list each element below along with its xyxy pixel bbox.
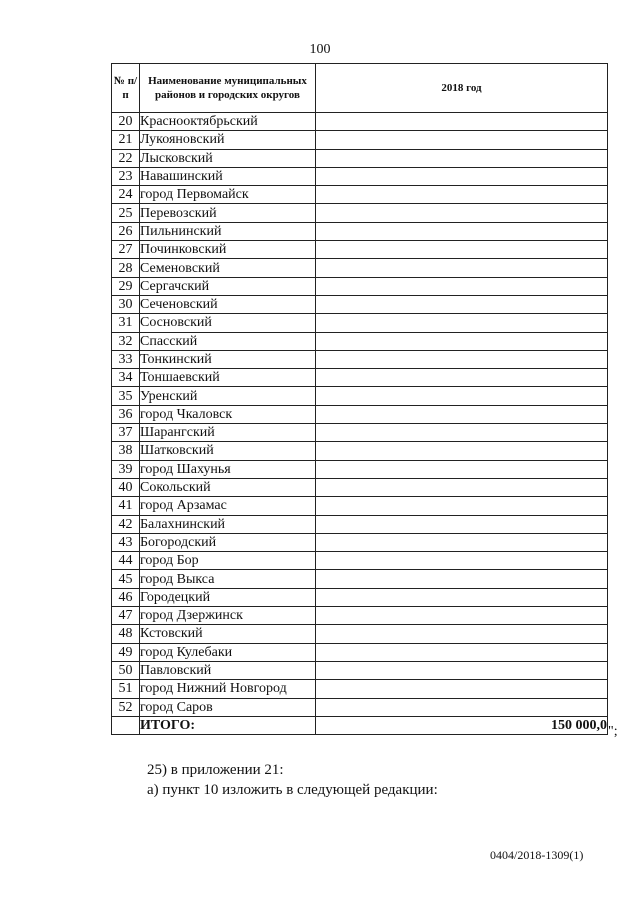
row-number: 31 — [112, 314, 140, 332]
row-number: 28 — [112, 259, 140, 277]
year-value — [316, 552, 608, 570]
table-row — [112, 680, 608, 698]
row-number: 26 — [112, 222, 140, 240]
row-number: 43 — [112, 533, 140, 551]
year-value — [316, 643, 608, 661]
municipality-name: город Бор — [140, 552, 316, 570]
table-row — [112, 607, 608, 625]
municipality-name: Балахнинский — [140, 515, 316, 533]
year-value — [316, 369, 608, 387]
year-value — [316, 442, 608, 460]
row-number: 49 — [112, 643, 140, 661]
row-number: 29 — [112, 277, 140, 295]
paragraph-item: а) пункт 10 изложить в следующей редакции: — [147, 782, 438, 798]
year-value — [316, 167, 608, 185]
year-value — [316, 625, 608, 643]
header-year: 2018 год — [316, 64, 608, 113]
table-row — [112, 314, 608, 332]
table-row — [112, 698, 608, 716]
appendix-table — [111, 63, 608, 735]
year-value — [316, 149, 608, 167]
year-value — [316, 405, 608, 423]
municipality-name: город Арзамас — [140, 497, 316, 515]
year-value — [316, 277, 608, 295]
table-row — [112, 149, 608, 167]
year-value — [316, 570, 608, 588]
total-num-cell — [112, 716, 140, 734]
municipality-name: Сеченовский — [140, 295, 316, 313]
row-number: 44 — [112, 552, 140, 570]
municipality-name: город Шахунья — [140, 460, 316, 478]
row-number: 39 — [112, 460, 140, 478]
row-number: 27 — [112, 241, 140, 259]
table-row — [112, 332, 608, 350]
municipality-name: Лукояновский — [140, 131, 316, 149]
table-row — [112, 497, 608, 515]
municipality-name: Краснооктябрьский — [140, 113, 316, 131]
table-row — [112, 186, 608, 204]
municipality-name: город Дзержинск — [140, 607, 316, 625]
table-row — [112, 424, 608, 442]
year-value — [316, 515, 608, 533]
total-row — [112, 716, 608, 734]
row-number: 32 — [112, 332, 140, 350]
table-row — [112, 277, 608, 295]
year-value — [316, 350, 608, 368]
table-body — [112, 113, 608, 735]
row-number: 42 — [112, 515, 140, 533]
row-number: 34 — [112, 369, 140, 387]
table-row — [112, 442, 608, 460]
municipality-name: Перевозский — [140, 204, 316, 222]
row-number: 46 — [112, 588, 140, 606]
year-value — [316, 295, 608, 313]
municipality-name: Пильнинский — [140, 222, 316, 240]
year-value — [316, 607, 608, 625]
paragraph-appendix: 25) в приложении 21: — [147, 762, 284, 778]
table-row — [112, 222, 608, 240]
table-row — [112, 478, 608, 496]
municipality-name: город Чкаловск — [140, 405, 316, 423]
year-value — [316, 661, 608, 679]
header-name: Наименование муниципальных районов и городских округов — [140, 64, 316, 113]
year-value — [316, 113, 608, 131]
year-value — [316, 424, 608, 442]
closing-quote: "; — [608, 724, 618, 739]
municipality-name: Богородский — [140, 533, 316, 551]
row-number: 22 — [112, 149, 140, 167]
table-row — [112, 661, 608, 679]
municipality-name: Городецкий — [140, 588, 316, 606]
row-number: 33 — [112, 350, 140, 368]
row-number: 30 — [112, 295, 140, 313]
municipality-name: город Саров — [140, 698, 316, 716]
row-number: 21 — [112, 131, 140, 149]
municipality-name: город Нижний Новгород — [140, 680, 316, 698]
year-value — [316, 533, 608, 551]
year-value — [316, 204, 608, 222]
total-label: ИТОГО: — [140, 716, 316, 734]
row-number: 52 — [112, 698, 140, 716]
row-number: 37 — [112, 424, 140, 442]
year-value — [316, 698, 608, 716]
row-number: 40 — [112, 478, 140, 496]
table-header-row — [112, 64, 608, 113]
document-code: 0404/2018-1309(1) — [490, 848, 584, 862]
year-value — [316, 478, 608, 496]
table-row — [112, 588, 608, 606]
year-value — [316, 222, 608, 240]
table-row — [112, 570, 608, 588]
year-value — [316, 460, 608, 478]
table-row — [112, 295, 608, 313]
header-num: № п/п — [112, 64, 140, 113]
municipality-name: Лысковский — [140, 149, 316, 167]
table-row — [112, 113, 608, 131]
total-value: 150 000,0 — [316, 716, 608, 734]
table-row — [112, 460, 608, 478]
table-row — [112, 405, 608, 423]
table-row — [112, 259, 608, 277]
year-value — [316, 259, 608, 277]
municipality-name: Навашинский — [140, 167, 316, 185]
table-row — [112, 131, 608, 149]
municipality-name: Тонкинский — [140, 350, 316, 368]
table-row — [112, 167, 608, 185]
year-value — [316, 680, 608, 698]
row-number: 38 — [112, 442, 140, 460]
municipality-name: Тоншаевский — [140, 369, 316, 387]
table-row — [112, 625, 608, 643]
year-value — [316, 186, 608, 204]
table-row — [112, 387, 608, 405]
municipality-name: Семеновский — [140, 259, 316, 277]
municipality-name: Шарангский — [140, 424, 316, 442]
table-row — [112, 552, 608, 570]
year-value — [316, 387, 608, 405]
row-number: 23 — [112, 167, 140, 185]
municipality-name: Шатковский — [140, 442, 316, 460]
row-number: 24 — [112, 186, 140, 204]
row-number: 45 — [112, 570, 140, 588]
municipality-name: город Выкса — [140, 570, 316, 588]
page-number: 100 — [309, 42, 331, 57]
municipality-name: Спасский — [140, 332, 316, 350]
row-number: 20 — [112, 113, 140, 131]
municipality-name: Уренский — [140, 387, 316, 405]
table-row — [112, 241, 608, 259]
municipality-name: Кстовский — [140, 625, 316, 643]
row-number: 41 — [112, 497, 140, 515]
year-value — [316, 241, 608, 259]
row-number: 25 — [112, 204, 140, 222]
year-value — [316, 314, 608, 332]
year-value — [316, 131, 608, 149]
table-row — [112, 204, 608, 222]
row-number: 36 — [112, 405, 140, 423]
municipality-name: Починковский — [140, 241, 316, 259]
row-number: 35 — [112, 387, 140, 405]
row-number: 47 — [112, 607, 140, 625]
table-row — [112, 515, 608, 533]
year-value — [316, 332, 608, 350]
year-value — [316, 588, 608, 606]
municipality-name: Сосновский — [140, 314, 316, 332]
table-row — [112, 369, 608, 387]
row-number: 50 — [112, 661, 140, 679]
municipality-name: Павловский — [140, 661, 316, 679]
year-value — [316, 497, 608, 515]
municipality-name: Сокольский — [140, 478, 316, 496]
row-number: 51 — [112, 680, 140, 698]
municipality-name: Сергачский — [140, 277, 316, 295]
table-row — [112, 533, 608, 551]
table-row — [112, 350, 608, 368]
municipality-name: город Первомайск — [140, 186, 316, 204]
table-row — [112, 643, 608, 661]
municipality-name: город Кулебаки — [140, 643, 316, 661]
row-number: 48 — [112, 625, 140, 643]
